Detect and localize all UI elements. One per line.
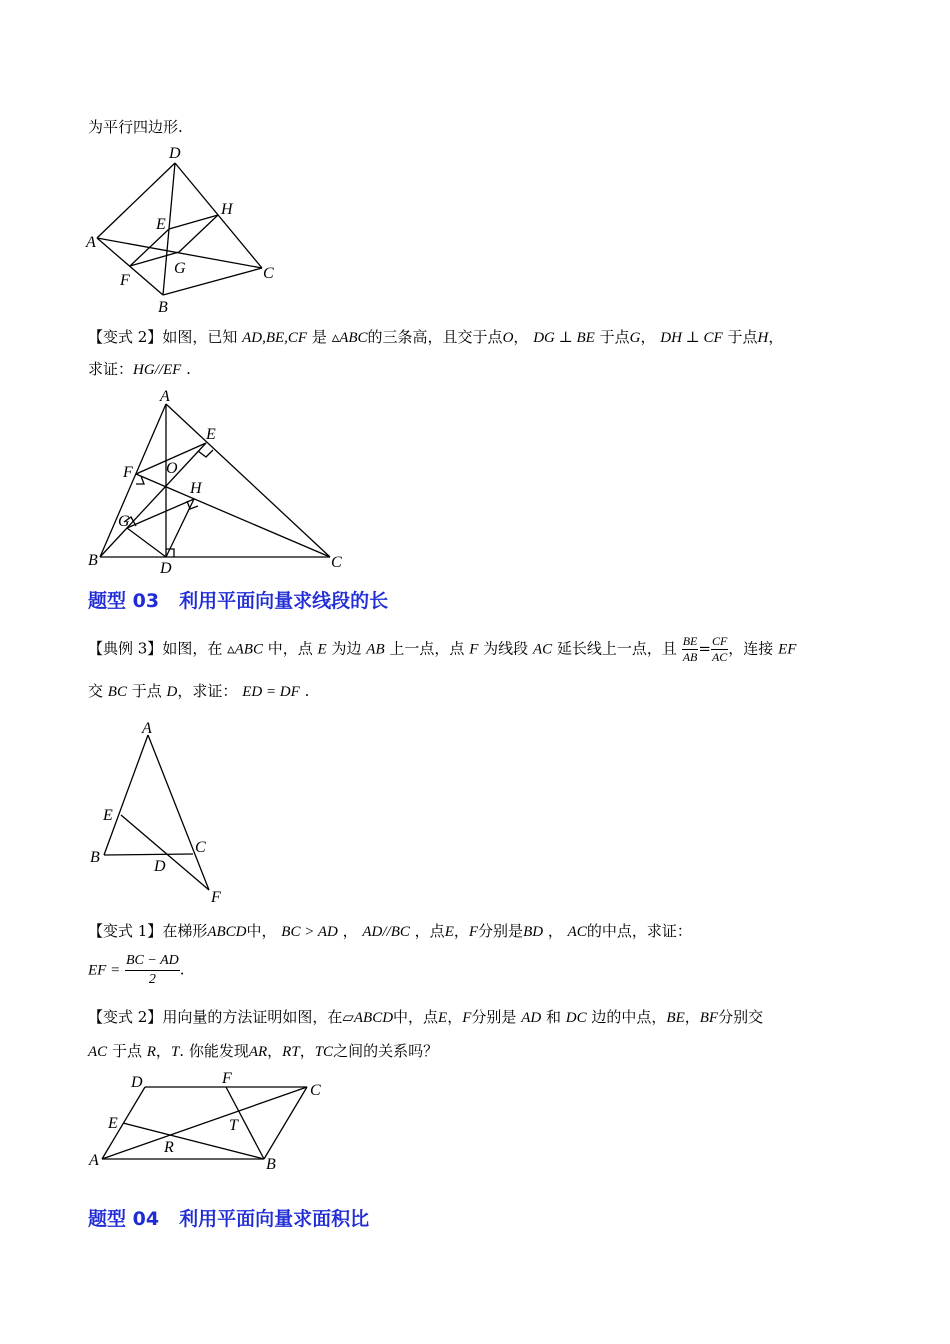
label-d: D: [131, 1074, 143, 1091]
intro-text: 为平行四边形.: [88, 118, 183, 136]
label-e: E: [206, 426, 216, 443]
label-e: E: [103, 807, 113, 824]
label-b: B: [158, 299, 168, 316]
edge-dc: [175, 163, 262, 268]
right-angle-e: [198, 450, 213, 457]
fraction-cf-ac: $\frac{CF}{AC}$: [711, 634, 728, 664]
side-bc: [104, 854, 193, 855]
label-c: C: [263, 265, 274, 282]
example3-line1: 【典例 3】如图，在 ▵ABC 中，点 E 为边 AB 上一点，点 F 为线段 AC 延长线上一点，且 $\frac{BE}{AB}$ = $\frac{CF}{AC}$ ，连接 EF: [88, 634, 797, 664]
label-g: G: [118, 513, 130, 530]
example3-line2: 交 BC 于点 D，求证： ED = DF .: [88, 682, 310, 700]
label-a: A: [142, 720, 152, 737]
label-b: B: [266, 1156, 276, 1173]
section-heading-04: 题型 04 利用平面向量求面积比: [88, 1208, 370, 1230]
altitude-cf: [136, 474, 330, 557]
label-c: C: [331, 554, 342, 571]
fraction-bc-ad-over-2: $\frac{BC - AD}{2}$: [125, 953, 179, 987]
side-ab: [104, 735, 148, 855]
label-b: B: [90, 849, 100, 866]
variant2a-line1: 【变式 2】如图，已知 AD,BE,CF 是 ▵ABC的三条高，且交于点O， DG ⊥ BE 于点G， DH ⊥ CF 于点H，: [88, 328, 784, 346]
label-f: F: [222, 1070, 232, 1087]
edge-ab: [97, 238, 163, 295]
label-g: G: [174, 260, 186, 277]
segment-be: [123, 1123, 264, 1159]
label-e: E: [108, 1115, 118, 1132]
label-t: T: [229, 1117, 238, 1134]
figure-parallelogram: [85, 1068, 335, 1173]
label-r: R: [164, 1139, 174, 1156]
label-e: E: [156, 216, 166, 233]
label-d: D: [169, 145, 181, 162]
variant2b-line1: 【变式 2】用向量的方法证明如图，在▱ABCD中，点E，F分别是 AD 和 DC 边的中点，BE，BF分别交: [88, 1008, 764, 1026]
label-a: A: [89, 1152, 99, 1169]
side-ab: [100, 404, 166, 557]
segment-dg: [127, 528, 166, 557]
label-a: A: [160, 388, 170, 405]
label-f: F: [123, 464, 133, 481]
label-h: H: [221, 201, 233, 218]
side-bc: [264, 1087, 307, 1159]
variant1-line1: 【变式 1】在梯形ABCD中， BC > AD ， AD//BC ，点E，F分别是BD ， AC的中点，求证：: [88, 922, 692, 940]
variant1-line2: EF = $\frac{BC - AD}{2}$ .: [88, 953, 185, 987]
label-c: C: [195, 839, 206, 856]
fraction-be-ab: $\frac{BE}{AB}$: [682, 634, 698, 664]
variant2b-line2: AC 于点 R，T. 你能发现AR，RT，TC之间的关系吗？: [88, 1042, 439, 1060]
variant2a-line2: 求证：HG//EF .: [88, 360, 191, 378]
label-h: H: [190, 480, 202, 497]
figure-triangle-altitudes: [85, 385, 355, 575]
figure-quadrilateral-efgh: [80, 140, 300, 320]
label-o: O: [166, 460, 178, 477]
label-d: D: [160, 560, 172, 577]
label-d: D: [154, 858, 166, 875]
section-heading-03: 题型 03 利用平面向量求线段的长: [88, 590, 389, 612]
label-a: A: [86, 234, 96, 251]
figure-triangle-efd: [85, 715, 235, 905]
label-f: F: [120, 272, 130, 289]
diagonal-ac: [102, 1087, 307, 1159]
segment-gh: [127, 499, 194, 528]
label-c: C: [310, 1082, 321, 1099]
label-f: F: [211, 889, 221, 906]
label-b: B: [88, 552, 98, 569]
